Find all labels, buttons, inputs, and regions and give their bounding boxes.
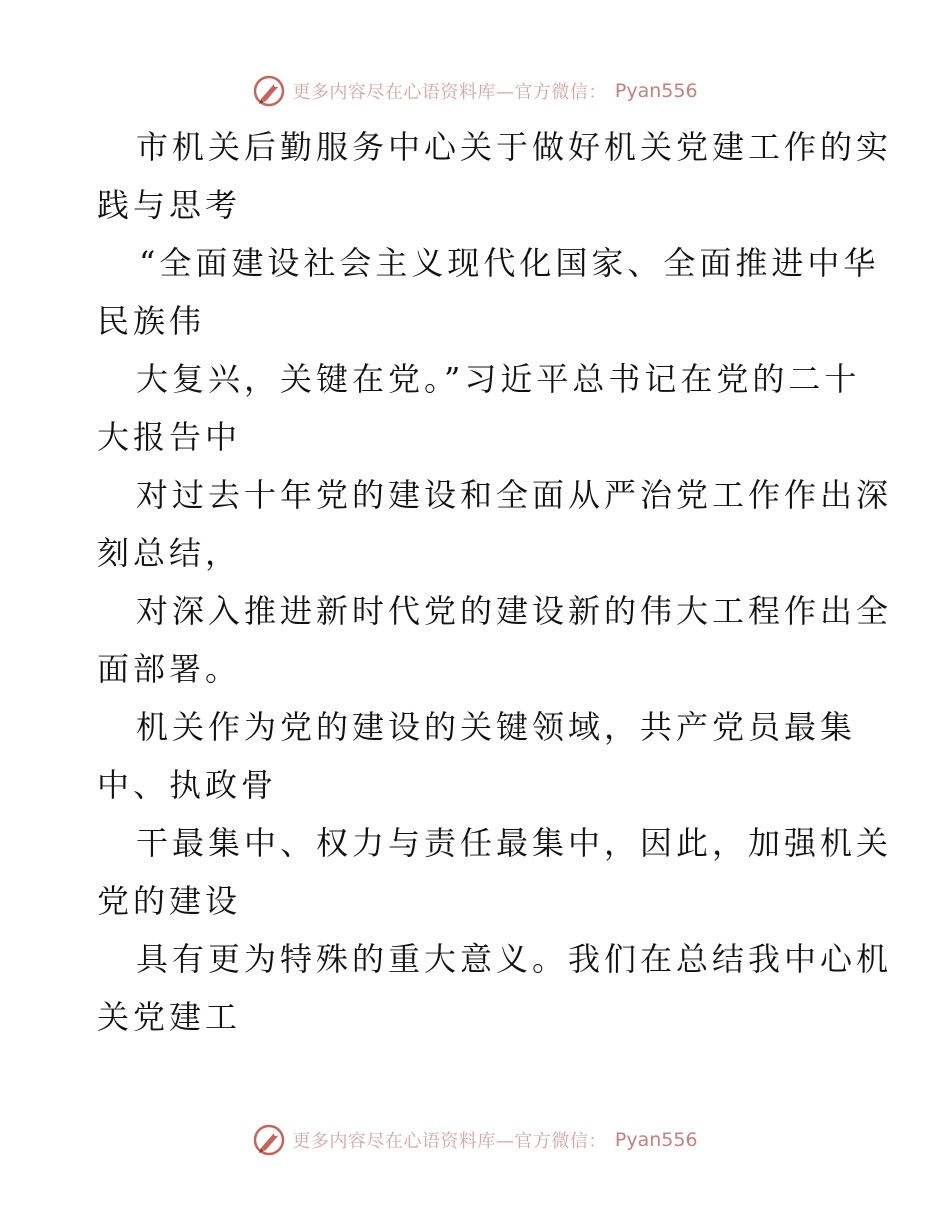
pen-logo-icon bbox=[252, 74, 286, 108]
paragraph-line: 对过去十年党的建设和全面从严治党工作作出深 bbox=[136, 476, 893, 514]
paragraph-line: 大报告中 bbox=[97, 418, 242, 456]
paragraph-line: 干最集中、权力与责任最集中，因此，加强机关 bbox=[136, 824, 893, 862]
paragraph-line: 民族伟 bbox=[97, 302, 206, 340]
paragraph-title bbox=[97, 118, 893, 234]
paragraph bbox=[97, 814, 893, 930]
paragraph-line: 具有更为特殊的重大意义。我们在总结我中心机 bbox=[136, 940, 893, 978]
header-watermark bbox=[0, 71, 950, 111]
paragraph-line: 刻总结， bbox=[97, 534, 242, 572]
watermark-text: 更多内容尽在心语资料库—官方微信： bbox=[292, 1131, 607, 1152]
paragraph-line: 党的建设 bbox=[97, 882, 242, 920]
footer-watermark bbox=[0, 1120, 950, 1160]
paragraph-line: 大复兴，关键在党。”习近平总书记在党的二十 bbox=[136, 360, 861, 398]
watermark-wechat-id: Pyan556 bbox=[614, 80, 698, 102]
paragraph-line: 市机关后勤服务中心关于做好机关党建工作的实 bbox=[136, 128, 893, 166]
paragraph-line: 机关作为党的建设的关键领域，共产党员最集 bbox=[136, 708, 857, 746]
paragraph-line: “全面建设社会主义现代化国家、全面推进中华 bbox=[139, 244, 880, 282]
paragraph-line: 中、执政骨 bbox=[97, 766, 278, 804]
document-body bbox=[97, 118, 893, 1046]
watermark-text: 更多内容尽在心语资料库—官方微信： bbox=[292, 82, 607, 103]
paragraph-line: 关党建工 bbox=[97, 998, 242, 1036]
paragraph bbox=[97, 234, 880, 350]
paragraph-line: 践与思考 bbox=[97, 186, 242, 224]
paragraph-line: 对深入推进新时代党的建设新的伟大工程作出全 bbox=[136, 592, 893, 630]
paragraph bbox=[97, 466, 893, 582]
paragraph bbox=[97, 350, 877, 466]
paragraph bbox=[97, 930, 893, 1046]
paragraph bbox=[97, 698, 877, 814]
paragraph-line: 面部署。 bbox=[97, 650, 242, 688]
watermark-wechat-id: Pyan556 bbox=[614, 1129, 698, 1151]
pen-logo-icon bbox=[252, 1123, 286, 1157]
paragraph bbox=[97, 582, 893, 698]
